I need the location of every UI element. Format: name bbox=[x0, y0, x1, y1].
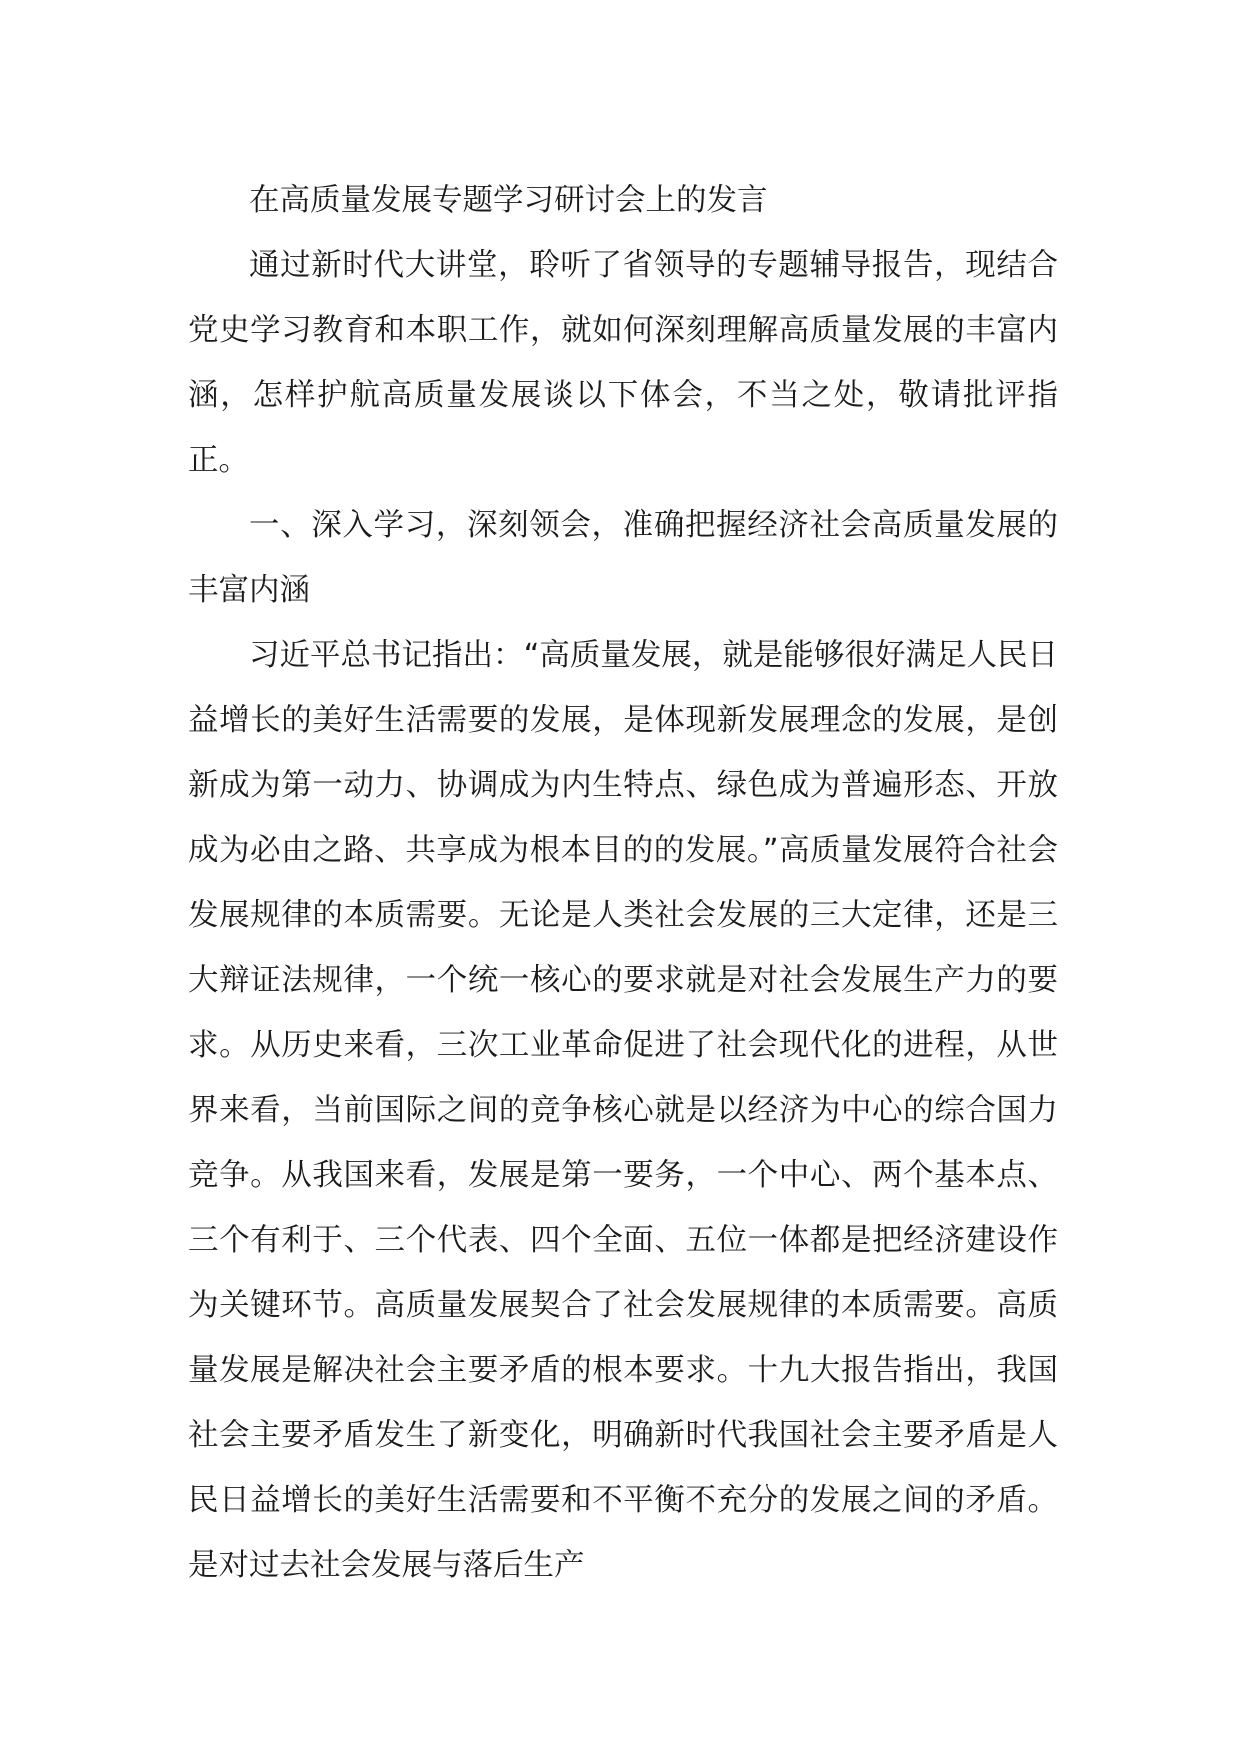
document-title: 在高质量发展专题学习研讨会上的发言 bbox=[249, 183, 768, 218]
paragraph-body: 习近平总书记指出：“高质量发展，就是能够很好满足人民日益增长的美好生活需要的发展，是体现新发展理念的发展，是创新成为第一动力、协调成为内生特点、绿色成为普遍形态、开放成为必由之路、共享成为根本目的的发展。”高质量发展符合社会发展规律的本质需要。无论是人类社会发展的三大定律，还是三大辩证法规律，一个统一核心的要求就是对社会发展生产力的要求。从历史来看，三次工业革命促进了社会现代化的进程，从世界来看，当前国际之间的竞争核心就是以经济为中心的综合国力竞争。从我国来看，发展是第一要务，一个中心、两个基本点、三个有利于、三个代表、四个全面、五位一体都是把经济建设作为关键环节。高质量发展契合了社会发展规律的本质需要。高质量发展是解决社会主要矛盾的根本要求。十九大报告指出，我国社会主要矛盾发生了新变化，明确新时代我国社会主要矛盾是人民日益增长的美好生活需要和不平衡不充分的发展之间的矛盾。是对过去社会发展与落后生产 bbox=[188, 638, 1058, 1583]
paragraph-intro: 通过新时代大讲堂，聆听了省领导的专题辅导报告，现结合党史学习教育和本职工作，就如何深刻理解高质量发展的丰富内涵，怎样护航高质量发展谈以下体会，不当之处，敬请批评指正。 bbox=[188, 248, 1058, 478]
document-page bbox=[188, 168, 1058, 1598]
section-heading-1: 一、深入学习，深刻领会，准确把握经济社会高质量发展的丰富内涵 bbox=[188, 508, 1058, 608]
